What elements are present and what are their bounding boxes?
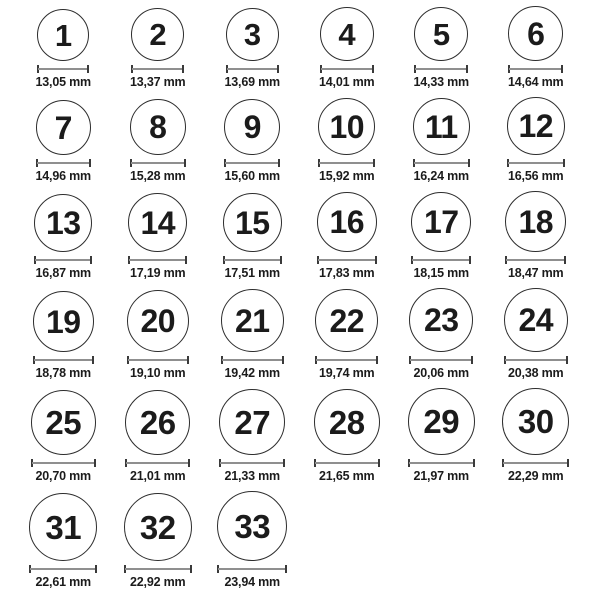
ring-size-number: 11 — [424, 108, 458, 145]
ring-size-cell — [489, 288, 584, 380]
diameter-label: 18,47 mm — [508, 266, 564, 280]
ring-size-cell — [16, 493, 111, 589]
ring-size-cell — [394, 388, 489, 483]
diameter-dimension-line — [125, 459, 190, 467]
ring-size-number: 25 — [45, 404, 82, 441]
ring-size-number: 4 — [338, 16, 356, 52]
dimension-bar — [410, 359, 472, 361]
diameter-label: 16,56 mm — [508, 169, 564, 183]
diameter-label: 14,96 mm — [35, 169, 91, 183]
ring-size-cell — [205, 491, 300, 589]
diameter-dimension-line — [411, 256, 471, 264]
dimension-tick-right-icon — [282, 356, 284, 364]
dimension-bar — [506, 259, 565, 261]
diameter-label: 14,64 mm — [508, 75, 564, 89]
ring-size-cell — [300, 98, 395, 183]
dimension-bar — [222, 359, 283, 361]
dimension-bar — [129, 259, 186, 261]
diameter-label: 19,10 mm — [130, 366, 186, 380]
ring-size-number: 17 — [423, 204, 459, 240]
dimension-bar — [505, 359, 567, 361]
dimension-bar — [218, 568, 286, 570]
dimension-bar — [409, 462, 474, 464]
dimension-bar — [225, 162, 279, 164]
ring-size-number: 22 — [329, 302, 365, 339]
dimension-bar — [414, 162, 469, 164]
ring-circle — [315, 289, 378, 352]
diameter-label: 18,15 mm — [413, 266, 469, 280]
ring-size-number: 19 — [45, 303, 81, 340]
diameter-label: 19,74 mm — [319, 366, 375, 380]
diameter-label: 16,87 mm — [35, 266, 91, 280]
ring-size-cell — [111, 99, 206, 183]
ring-size-number: 3 — [243, 17, 261, 52]
ring-circle — [414, 7, 468, 61]
diameter-label: 13,37 mm — [130, 75, 186, 89]
ring-size-cell — [111, 290, 206, 380]
dimension-bar — [220, 462, 284, 464]
dimension-tick-right-icon — [372, 65, 374, 73]
diameter-dimension-line — [34, 256, 92, 264]
diameter-label: 20,38 mm — [508, 366, 564, 380]
diameter-label: 22,29 mm — [508, 469, 564, 483]
dimension-tick-right-icon — [378, 459, 380, 467]
diameter-dimension-line — [219, 459, 285, 467]
ring-size-cell — [16, 291, 111, 380]
ring-size-cell — [111, 390, 206, 483]
dimension-tick-right-icon — [567, 459, 569, 467]
ring-size-number: 30 — [517, 403, 554, 440]
ring-circle — [219, 389, 285, 455]
ring-size-cell — [489, 388, 584, 483]
dimension-bar — [321, 68, 373, 70]
ring-size-number: 7 — [54, 109, 72, 146]
diameter-label: 22,92 mm — [130, 575, 186, 589]
diameter-label: 15,92 mm — [319, 169, 375, 183]
ring-size-number: 14 — [140, 204, 176, 241]
ring-size-number: 1 — [54, 17, 72, 53]
diameter-dimension-line — [33, 356, 94, 364]
diameter-label: 21,01 mm — [130, 469, 186, 483]
diameter-dimension-line — [408, 459, 475, 467]
ring-size-number: 31 — [45, 508, 82, 546]
dimension-bar — [319, 162, 374, 164]
dimension-bar — [224, 259, 281, 261]
diameter-dimension-line — [507, 159, 565, 167]
diameter-label: 15,28 mm — [130, 169, 186, 183]
ring-size-cell — [300, 289, 395, 380]
ring-circle — [125, 390, 190, 455]
ring-size-cell — [205, 289, 300, 380]
diameter-dimension-line — [409, 356, 473, 364]
ring-circle — [34, 194, 92, 252]
ring-circle — [37, 9, 89, 61]
diameter-dimension-line — [37, 65, 89, 73]
ring-size-cell — [300, 389, 395, 483]
ring-size-cell — [300, 192, 395, 280]
dimension-bar — [126, 462, 189, 464]
ring-size-number: 12 — [518, 108, 554, 144]
diameter-dimension-line — [131, 65, 184, 73]
dimension-bar — [412, 259, 470, 261]
dimension-bar — [318, 259, 376, 261]
ring-circle — [505, 191, 566, 252]
ring-circle — [36, 100, 91, 155]
diameter-label: 14,33 mm — [413, 75, 469, 89]
ring-circle — [31, 390, 96, 455]
diameter-dimension-line — [221, 356, 284, 364]
dimension-tick-right-icon — [277, 65, 279, 73]
diameter-dimension-line — [31, 459, 96, 467]
diameter-label: 21,33 mm — [224, 469, 280, 483]
ring-size-cell — [16, 100, 111, 183]
diameter-dimension-line — [505, 256, 566, 264]
ring-size-number: 10 — [329, 108, 365, 145]
diameter-label: 17,19 mm — [130, 266, 186, 280]
ring-circle — [317, 192, 377, 252]
ring-size-cell — [205, 193, 300, 280]
dimension-bar — [131, 162, 185, 164]
diameter-dimension-line — [320, 65, 374, 73]
ring-circle — [409, 288, 473, 352]
diameter-label: 21,97 mm — [413, 469, 469, 483]
ring-circle — [408, 388, 475, 455]
dimension-bar — [316, 359, 377, 361]
diameter-label: 23,94 mm — [224, 575, 280, 589]
ring-size-number: 28 — [328, 403, 365, 441]
ring-size-cell — [16, 390, 111, 483]
diameter-dimension-line — [128, 256, 187, 264]
dimension-bar — [37, 162, 90, 164]
ring-size-cell — [489, 6, 584, 89]
diameter-dimension-line — [124, 565, 192, 573]
diameter-label: 19,42 mm — [224, 366, 280, 380]
ring-size-cell — [394, 192, 489, 280]
dimension-tick-right-icon — [473, 459, 475, 467]
ring-size-number: 6 — [527, 15, 545, 52]
ring-circle — [507, 97, 565, 155]
ring-size-number: 16 — [329, 204, 365, 240]
diameter-dimension-line — [29, 565, 97, 573]
diameter-dimension-line — [504, 356, 568, 364]
ring-circle — [217, 491, 287, 561]
ring-size-number: 8 — [149, 109, 167, 145]
dimension-bar — [34, 359, 93, 361]
ring-size-number: 32 — [139, 508, 176, 546]
diameter-label: 15,60 mm — [224, 169, 280, 183]
diameter-label: 20,70 mm — [35, 469, 91, 483]
ring-circle — [411, 192, 471, 252]
ring-size-number: 18 — [518, 203, 554, 240]
ring-size-cell — [16, 194, 111, 280]
diameter-label: 21,65 mm — [319, 469, 375, 483]
dimension-bar — [415, 68, 467, 70]
ring-circle — [318, 98, 375, 155]
dimension-bar — [503, 462, 568, 464]
ring-size-cell — [300, 7, 395, 89]
dimension-tick-right-icon — [566, 356, 568, 364]
dimension-tick-right-icon — [376, 356, 378, 364]
dimension-tick-right-icon — [375, 256, 377, 264]
dimension-bar — [38, 68, 88, 70]
diameter-label: 16,24 mm — [413, 169, 469, 183]
ring-size-cell — [111, 193, 206, 280]
diameter-dimension-line — [217, 565, 287, 573]
ring-circle — [223, 193, 282, 252]
dimension-tick-right-icon — [564, 256, 566, 264]
diameter-dimension-line — [224, 159, 280, 167]
dimension-bar — [128, 359, 188, 361]
ring-circle — [127, 290, 189, 352]
diameter-dimension-line — [318, 159, 375, 167]
ring-circle — [221, 289, 284, 352]
dimension-tick-right-icon — [283, 459, 285, 467]
ring-size-cell — [394, 288, 489, 380]
dimension-bar — [30, 568, 96, 570]
ring-circle — [33, 291, 94, 352]
dimension-bar — [227, 68, 278, 70]
dimension-bar — [509, 68, 562, 70]
dimension-tick-right-icon — [185, 256, 187, 264]
ring-circle — [128, 193, 187, 252]
dimension-tick-right-icon — [187, 356, 189, 364]
ring-circle — [130, 99, 186, 155]
dimension-tick-right-icon — [94, 459, 96, 467]
diameter-label: 14,01 mm — [319, 75, 375, 89]
ring-size-number: 23 — [423, 302, 459, 338]
ring-size-number: 2 — [149, 17, 167, 52]
dimension-tick-right-icon — [561, 65, 563, 73]
ring-size-number: 5 — [432, 16, 450, 52]
ring-circle — [29, 493, 97, 561]
ring-circle — [314, 389, 380, 455]
ring-size-number: 26 — [139, 404, 176, 441]
dimension-tick-right-icon — [190, 565, 192, 573]
dimension-tick-right-icon — [471, 356, 473, 364]
diameter-dimension-line — [226, 65, 279, 73]
diameter-label: 18,78 mm — [35, 366, 91, 380]
diameter-dimension-line — [508, 65, 563, 73]
dimension-bar — [125, 568, 191, 570]
ring-size-number: 33 — [234, 507, 271, 545]
diameter-label: 13,69 mm — [224, 75, 280, 89]
dimension-tick-right-icon — [278, 159, 280, 167]
diameter-dimension-line — [413, 159, 470, 167]
ring-size-cell — [205, 99, 300, 183]
dimension-tick-right-icon — [468, 159, 470, 167]
dimension-bar — [132, 68, 183, 70]
ring-size-cell — [394, 7, 489, 89]
ring-size-cell — [111, 8, 206, 89]
diameter-label: 22,61 mm — [35, 575, 91, 589]
diameter-dimension-line — [130, 159, 186, 167]
ring-size-cell — [489, 191, 584, 280]
dimension-tick-right-icon — [89, 159, 91, 167]
dimension-tick-right-icon — [469, 256, 471, 264]
ring-circle — [224, 99, 280, 155]
diameter-dimension-line — [414, 65, 468, 73]
ring-size-cell — [394, 98, 489, 183]
ring-size-number: 9 — [243, 109, 261, 145]
ring-circle — [413, 98, 470, 155]
ring-size-cell — [111, 493, 206, 589]
ring-circle — [226, 8, 279, 61]
dimension-tick-right-icon — [285, 565, 287, 573]
diameter-dimension-line — [502, 459, 569, 467]
dimension-bar — [508, 162, 564, 164]
dimension-tick-right-icon — [92, 356, 94, 364]
dimension-tick-right-icon — [466, 65, 468, 73]
diameter-dimension-line — [127, 356, 189, 364]
ring-circle — [124, 493, 192, 561]
dimension-tick-right-icon — [184, 159, 186, 167]
diameter-dimension-line — [36, 159, 91, 167]
ring-size-cell — [205, 8, 300, 89]
ring-size-cell — [16, 9, 111, 89]
dimension-tick-right-icon — [95, 565, 97, 573]
diameter-label: 20,06 mm — [413, 366, 469, 380]
ring-size-number: 27 — [234, 403, 271, 441]
diameter-label: 17,83 mm — [319, 266, 375, 280]
ring-circle — [131, 8, 184, 61]
dimension-tick-right-icon — [182, 65, 184, 73]
dimension-bar — [315, 462, 379, 464]
ring-size-number: 21 — [234, 302, 270, 339]
ring-size-cell — [489, 97, 584, 183]
dimension-tick-right-icon — [188, 459, 190, 467]
dimension-tick-right-icon — [373, 159, 375, 167]
ring-size-number: 24 — [518, 302, 554, 338]
diameter-dimension-line — [317, 256, 377, 264]
ring-circle — [320, 7, 374, 61]
diameter-dimension-line — [314, 459, 380, 467]
dimension-bar — [35, 259, 91, 261]
ring-size-number: 29 — [423, 403, 460, 440]
ring-circle — [502, 388, 569, 455]
ring-size-cell — [205, 389, 300, 483]
dimension-tick-right-icon — [87, 65, 89, 73]
dimension-tick-right-icon — [280, 256, 282, 264]
diameter-dimension-line — [223, 256, 282, 264]
dimension-tick-right-icon — [90, 256, 92, 264]
diameter-label: 17,51 mm — [224, 266, 280, 280]
dimension-bar — [32, 462, 95, 464]
ring-circle — [508, 6, 563, 61]
diameter-dimension-line — [315, 356, 378, 364]
diameter-label: 13,05 mm — [35, 75, 91, 89]
dimension-tick-right-icon — [563, 159, 565, 167]
ring-size-number: 20 — [140, 303, 176, 339]
ring-size-number: 15 — [234, 204, 270, 241]
ring-circle — [504, 288, 568, 352]
ring-size-number: 13 — [45, 205, 81, 241]
